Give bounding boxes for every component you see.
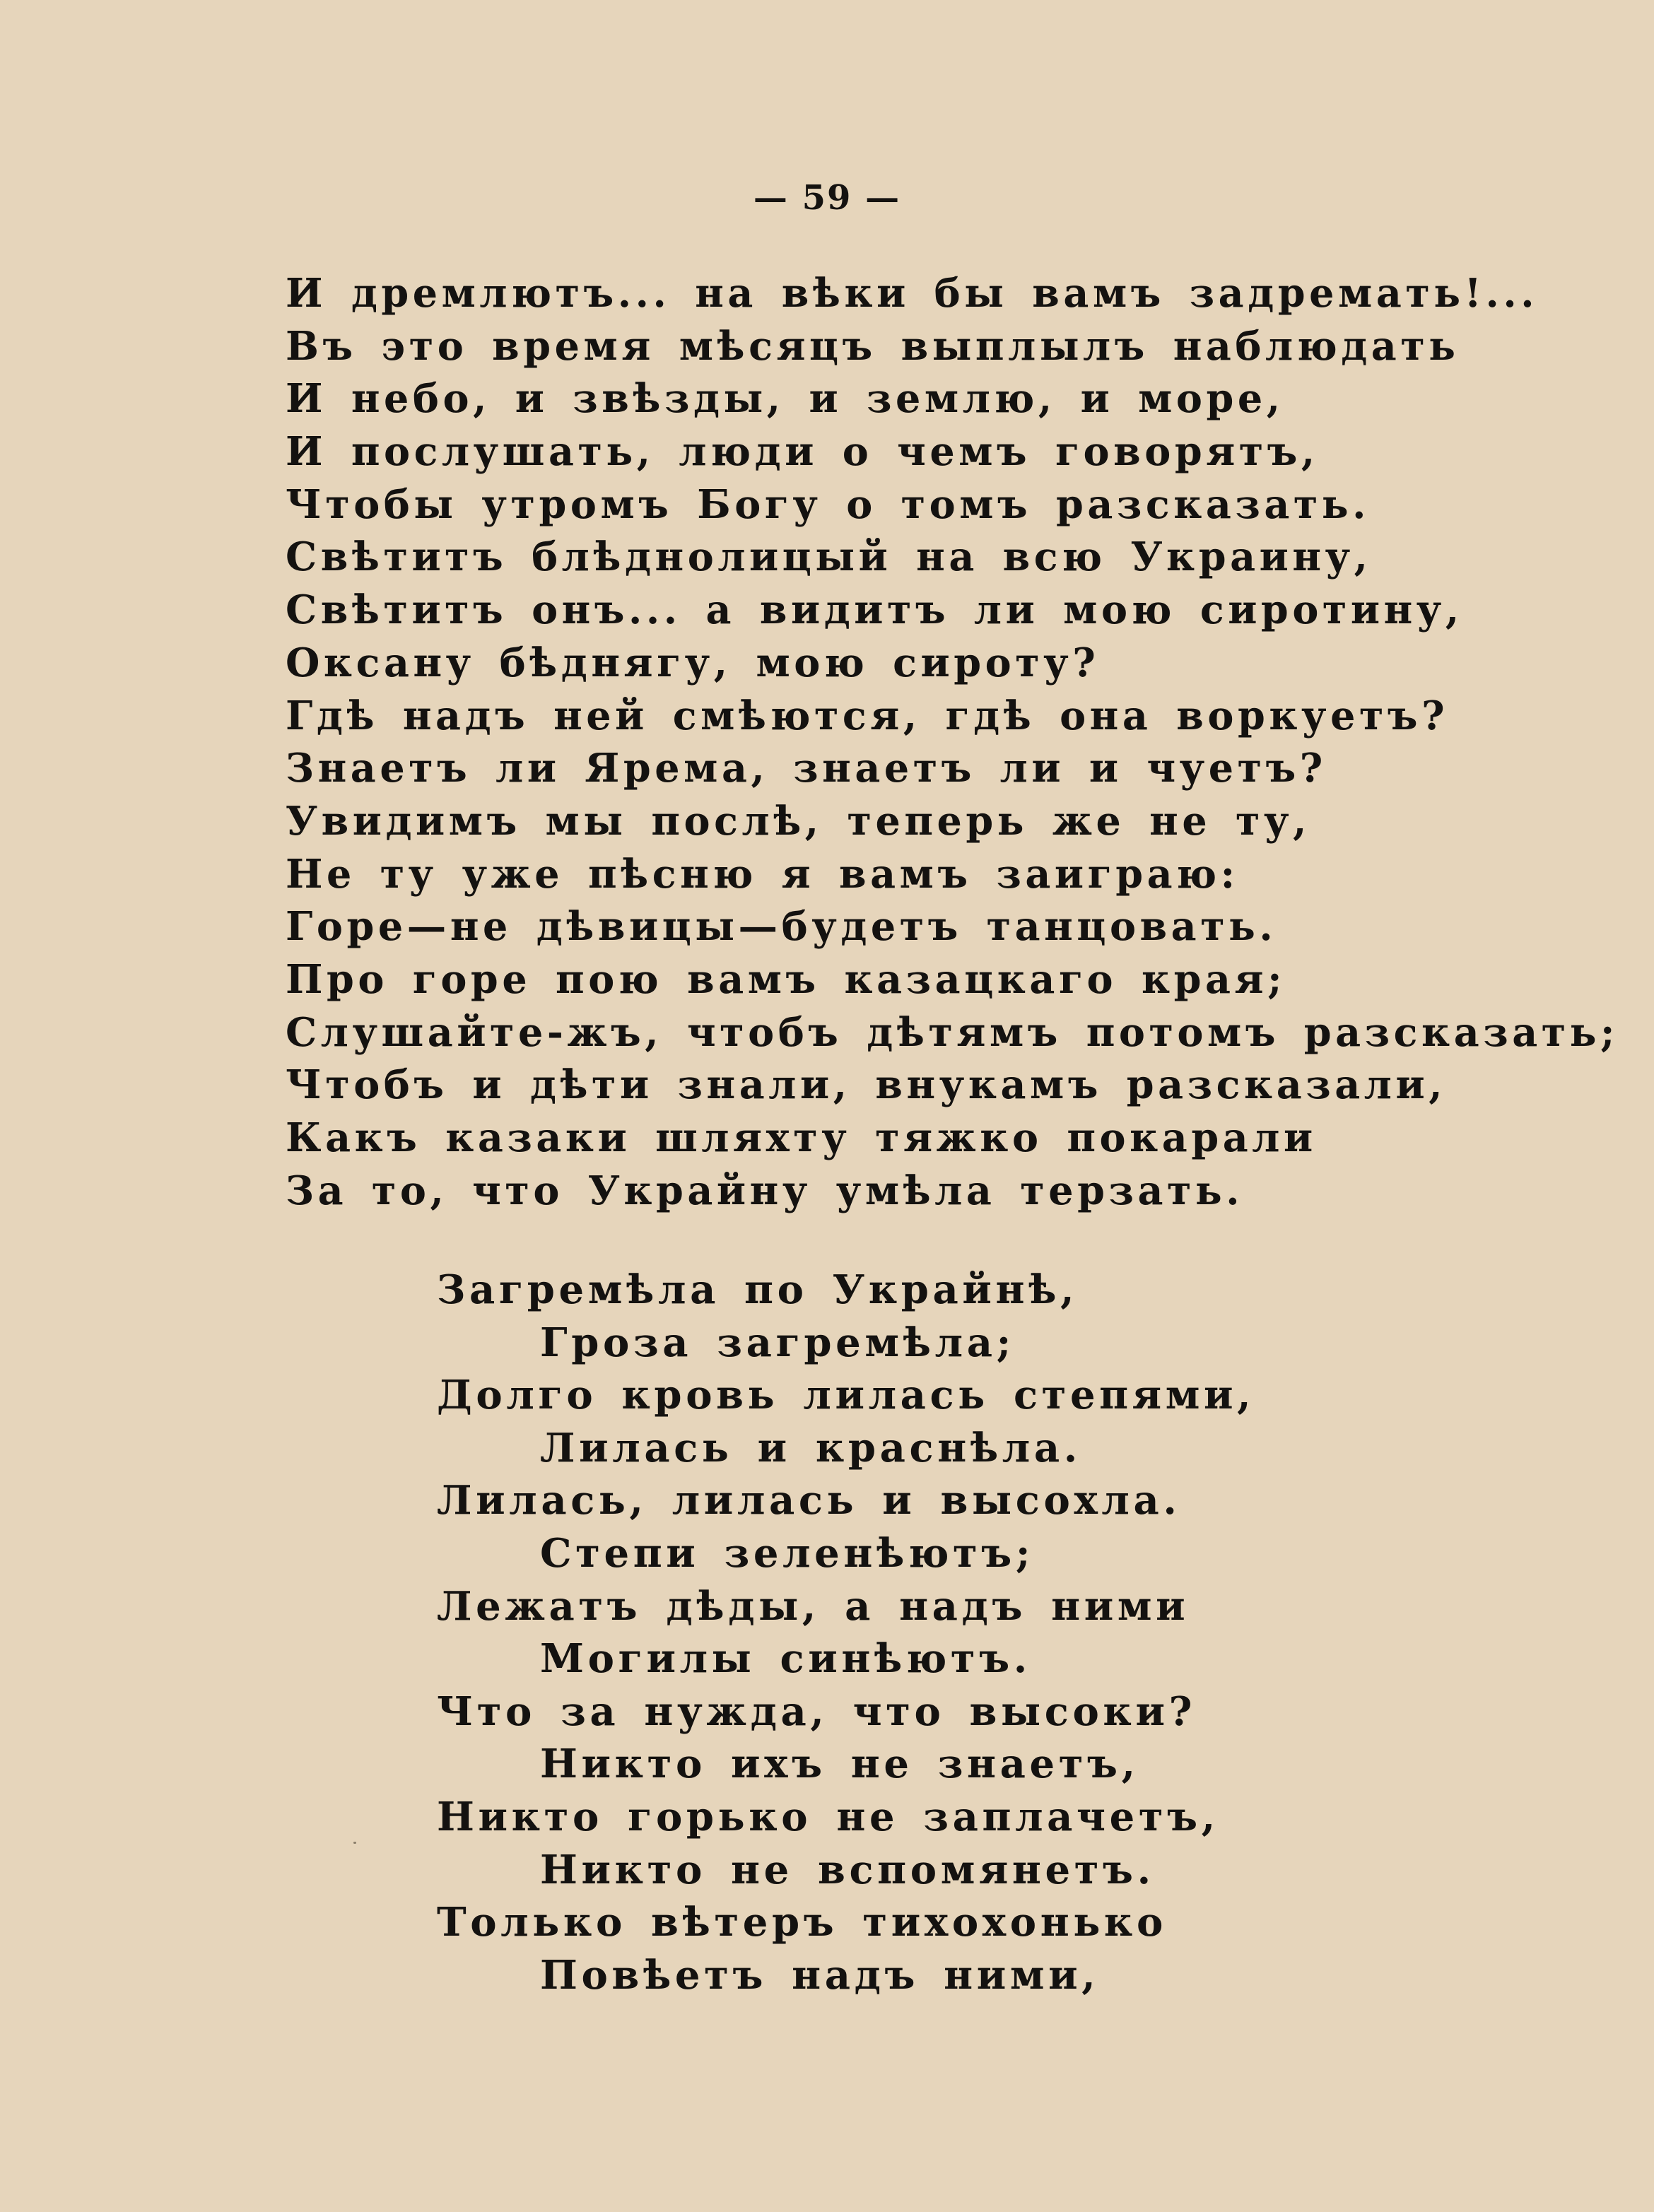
verse-line: Гдѣ надъ ней смѣются, гдѣ она воркуетъ? bbox=[286, 692, 1449, 739]
verse-line: Чтобъ и дѣти знали, внукамъ разсказали, bbox=[286, 1061, 1447, 1109]
verse-line-indented: Никто ихъ не знаетъ, bbox=[540, 1741, 1139, 1788]
verse-line: Никто горько не заплачетъ, bbox=[437, 1793, 1219, 1840]
verse-line: И послушать, люди о чемъ говорятъ, bbox=[286, 428, 1319, 476]
verse-line: Лилась, лилась и высохла. bbox=[437, 1477, 1181, 1524]
verse-line-indented: Степи зеленѣютъ; bbox=[540, 1529, 1035, 1577]
page-number: — 59 — bbox=[753, 178, 901, 218]
verse-line: Не ту уже пѣсню я вамъ заиграю: bbox=[286, 850, 1239, 898]
verse-line: И небо, и звѣзды, и землю, и море, bbox=[286, 375, 1284, 423]
stanza-2 bbox=[437, 1264, 1255, 2001]
paper-speck bbox=[353, 1842, 356, 1844]
verse-line-indented: Лилась и краснѣла. bbox=[540, 1424, 1081, 1471]
verse-line: Что за нужда, что высоки? bbox=[437, 1688, 1197, 1735]
verse-line-indented: Повѣетъ надъ ними, bbox=[540, 1951, 1100, 1999]
verse-line: Чтобы утромъ Богу о томъ разсказать. bbox=[286, 481, 1371, 528]
verse-line: Долго кровь лилась степями, bbox=[437, 1372, 1255, 1419]
verse-line: Слушайте-жъ, чтобъ дѣтямъ потомъ разсказать; bbox=[286, 1008, 1619, 1056]
verse-line: Про горе пою вамъ казацкаго края; bbox=[286, 955, 1286, 1003]
verse-line: За то, что Украйну умѣла терзать. bbox=[286, 1167, 1244, 1214]
verse-line-indented: Гроза загремѣла; bbox=[540, 1319, 1015, 1366]
verse-line: Въ это время мѣсяцъ выплылъ наблюдать bbox=[286, 322, 1460, 370]
verse-line-indented: Никто не вспомянетъ. bbox=[540, 1846, 1155, 1893]
verse-line: И дремлютъ... на вѣки бы вамъ задремать!... bbox=[286, 270, 1539, 317]
verse-line: Свѣтитъ онъ... а видитъ ли мою сиротину, bbox=[286, 587, 1463, 634]
verse-line: Только вѣтеръ тихохонько bbox=[437, 1899, 1167, 1946]
verse-line-indented: Могилы синѣютъ. bbox=[540, 1635, 1031, 1683]
verse-line: Лежатъ дѣды, а надъ ними bbox=[437, 1582, 1190, 1630]
verse-line: Увидимъ мы послѣ, теперь же не ту, bbox=[286, 797, 1310, 845]
verse-line: Горе—не дѣвицы—будетъ танцовать. bbox=[286, 903, 1277, 951]
verse-line: Свѣтитъ блѣднолицый на всю Украину, bbox=[286, 534, 1372, 581]
verse-line: Какъ казаки шляхту тяжко покарали bbox=[286, 1114, 1317, 1161]
stanza-1 bbox=[286, 267, 1630, 1217]
verse-line: Оксану бѣднягу, мою сироту? bbox=[286, 639, 1100, 686]
verse-line: Знаетъ ли Ярема, знаетъ ли и чуетъ? bbox=[286, 745, 1327, 792]
verse-line: Загремѣла по Украйнѣ, bbox=[437, 1266, 1079, 1313]
